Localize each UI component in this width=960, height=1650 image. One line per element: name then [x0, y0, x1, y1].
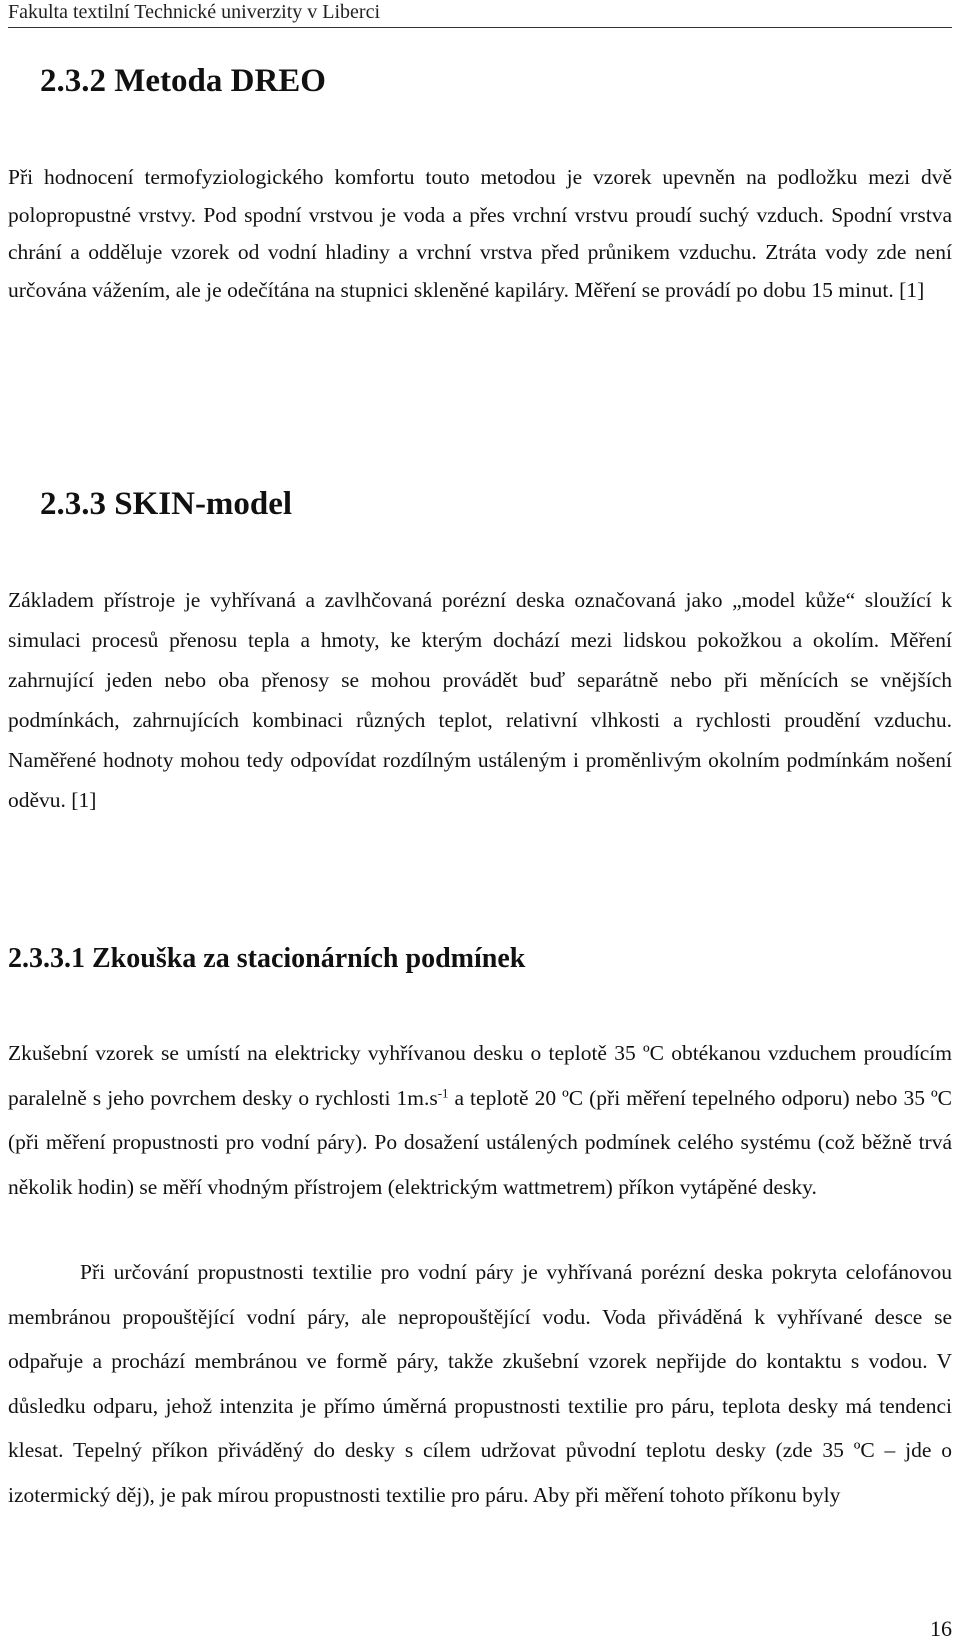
- paragraph-stationary-1: [8, 1031, 952, 1209]
- section-heading-skin-model: 2.3.3 SKIN-model: [40, 486, 293, 522]
- paragraph-dreo: Při hodnocení termofyziologického komfortu touto metodou je vzorek upevněn na podložku mezi dvě polopropustné vrstvy. Pod spodní vrstvou je voda a přes vrchní vrstvu proudí suchý vzduch. Spodní vrstva chrání a odděluje vzorek od vodní hladiny a vrchní vrstva před průnikem vzduchu. Ztráta vody zde není určována vážením, ale je odečítána na stupnici skleněné kapiláry. Měření se provádí po dobu 15 minut. [1]: [8, 165, 952, 302]
- page-header: [8, 0, 952, 26]
- header-title: Fakulta textilní Technické univerzity v Liberci: [8, 1, 381, 23]
- section-heading-dreo: 2.3.2 Metoda DREO: [40, 63, 326, 99]
- page-number: 16: [930, 1616, 952, 1641]
- paragraph-skin-model: Základem přístroje je vyhřívaná a zavlhčovaná porézní deska označovaná jako „model kůže“ sloužící k simulaci procesů přenosu tepla a hmoty, ke kterým dochází mezi lidskou pokožkou a okolím. Měření zahrnující jeden nebo oba přenosy se mohou provádět buď separátně nebo při měnících se vnějších podmínkách, zahrnujících kombinaci různých teplot, relativní vlhkosti a rychlosti proudění vzduchu. Naměřené hodnoty mohou tedy odpovídat rozdílným ustáleným i proměnlivým okolním podmínkám nošení oděvu. [1]: [8, 588, 952, 812]
- paragraph-text-before-superscript: Zkušební vzorek se umístí na elektricky vyhřívanou desku o teplotě 35 ºC obtékanou vzduchem proudícím paralelně s jeho povrchem desky o rychlosti 1m.s: [8, 1041, 952, 1110]
- paragraph-stationary-2: Při určování propustnosti textilie pro vodní páry je vyhřívaná porézní deska pokryta celofánovou membránou propouštějící vodní páry, ale nepropouštějící vodu. Voda přiváděná k vyhřívané desce se odpařuje a prochází membránou ve formě páry, takže zkušební vzorek nepřijde do kontaktu s vodou. V důsledku odparu, jehož intenzita je přímo úměrná propustnosti textilie pro páru, teplota desky má tendenci klesat. Tepelný příkon přiváděný do desky s cílem udržovat původní teplotu desky (zde 35 ºC – jde o izotermický děj), je pak mírou propustnosti textilie pro páru. Aby při měření tohoto příkonu byly: [8, 1260, 952, 1507]
- header-divider: [8, 27, 952, 28]
- subsection-heading-stationary: 2.3.3.1 Zkouška za stacionárních podmínek: [8, 943, 526, 974]
- paragraph-text-after-superscript: a teplotě 20 ºC (při měření tepelného odporu) nebo 35 ºC (při měření propustnosti pro vodní páry). Po dosažení ustálených podmínek celého systému (což běžně trvá několik hodin) se měří vhodným přístrojem (elektrickým wattmetrem) příkon vytápěné desky.: [8, 1085, 953, 1199]
- superscript-exponent: -1: [437, 1085, 449, 1100]
